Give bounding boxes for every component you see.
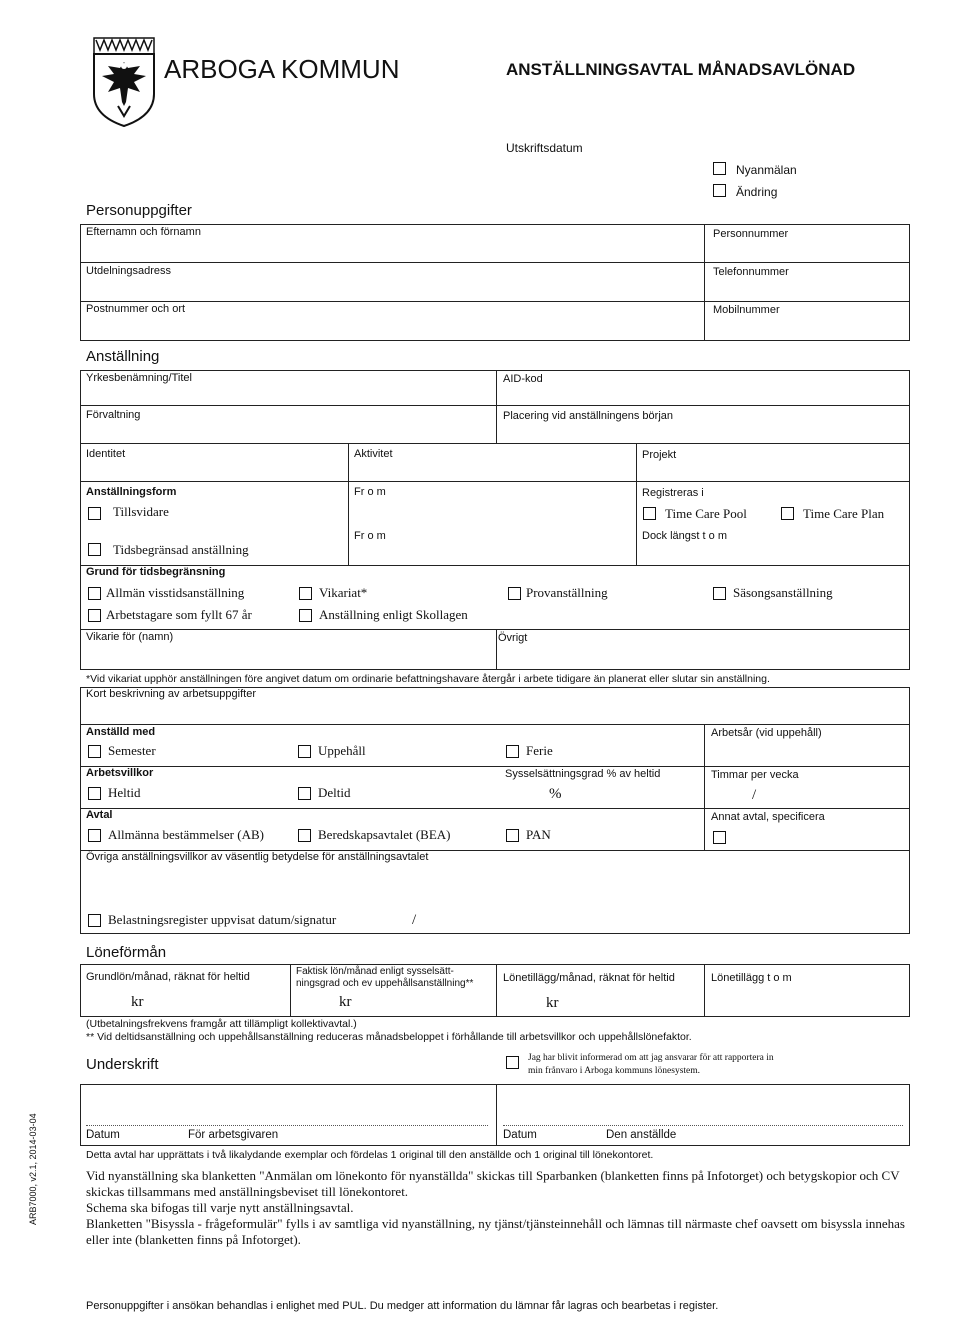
time-care-plan-checkbox[interactable] bbox=[781, 507, 794, 520]
employment-box bbox=[80, 370, 910, 670]
form-version: ARB7000, v2.1, 2014-03-04 bbox=[28, 1113, 38, 1225]
signature-heading: Underskrift bbox=[86, 1056, 159, 1073]
absence-info-line-2: min frånvaro i Arboga kommuns lönesystem. bbox=[528, 1066, 701, 1076]
phone-field[interactable]: Telefonnummer bbox=[713, 266, 789, 278]
absence-info-checkbox[interactable] bbox=[506, 1056, 519, 1069]
substitute-footnote: *Vid vikariat upphör anställningen före angivet datum om ordinarie befattningshavare återgår i arbete tidigare än planerat eller slutar sin anställning. bbox=[86, 673, 770, 685]
parttime-checkbox[interactable] bbox=[298, 787, 311, 800]
indefinite-checkbox[interactable] bbox=[88, 507, 101, 520]
over-67-label: Arbetstagare som fyllt 67 år bbox=[106, 607, 252, 622]
school-law-label: Anställning enligt Skollagen bbox=[319, 607, 468, 622]
actual-salary-currency[interactable]: kr bbox=[339, 994, 352, 1010]
until-date-field[interactable]: Dock längst t o m bbox=[642, 530, 727, 542]
substitute-label: Vikariat* bbox=[319, 585, 368, 600]
work-year-field[interactable]: Arbetsår (vid uppehåll) bbox=[711, 727, 822, 739]
school-law-checkbox[interactable] bbox=[299, 609, 312, 622]
general-fixed-term-checkbox[interactable] bbox=[88, 587, 101, 600]
criminal-record-checkbox[interactable] bbox=[88, 914, 101, 927]
absence-info-line-1: Jag har blivit informerad om att jag ansvarar för att rapportera in bbox=[528, 1053, 774, 1063]
print-date-label: Utskriftsdatum bbox=[506, 141, 583, 155]
employed-with-label: Anställd med bbox=[86, 726, 156, 738]
task-description-label: Kort beskrivning av arbetsuppgifter bbox=[86, 688, 256, 700]
holiday-label: Ferie bbox=[526, 743, 553, 758]
pan-label: PAN bbox=[526, 827, 551, 842]
parttime-label: Deltid bbox=[318, 785, 351, 800]
ssn-field[interactable]: Personnummer bbox=[713, 228, 789, 240]
placement-field[interactable]: Placering vid anställningens början bbox=[503, 410, 673, 422]
identity-field[interactable]: Identitet bbox=[86, 448, 126, 460]
aid-code-field[interactable]: AID-kod bbox=[503, 373, 543, 385]
address-field[interactable]: Utdelningsadress bbox=[86, 265, 171, 277]
degree-label: Sysselsättningsgrad % av heltid bbox=[505, 768, 661, 780]
bea-label: Beredskapsavtalet (BEA) bbox=[318, 827, 451, 842]
bea-checkbox[interactable] bbox=[298, 829, 311, 842]
change-label: Ändring bbox=[736, 185, 778, 199]
employer-date-field[interactable]: Datum bbox=[86, 1129, 120, 1141]
org-name: ARBOGA KOMMUN bbox=[164, 54, 400, 84]
trial-employment-checkbox[interactable] bbox=[508, 587, 521, 600]
ab-checkbox[interactable] bbox=[88, 829, 101, 842]
substitute-checkbox[interactable] bbox=[299, 587, 312, 600]
stay-checkbox[interactable] bbox=[298, 745, 311, 758]
fixed-term-label: Tidsbegränsad anställning bbox=[113, 542, 249, 557]
employment-form-label: Anställningsform bbox=[86, 486, 177, 498]
pay-note-1: (Utbetalningsfrekvens framgår att tillämpligt kollektivavtal.) bbox=[86, 1018, 357, 1030]
name-field[interactable]: Efternamn och förnamn bbox=[86, 226, 201, 238]
employer-signature-field[interactable]: För arbetsgivaren bbox=[188, 1129, 279, 1141]
basic-salary-label: Grundlön/månad, räknat för heltid bbox=[86, 971, 250, 983]
other-agreement-checkbox[interactable] bbox=[713, 831, 726, 844]
conditions-label: Arbetsvillkor bbox=[86, 767, 154, 779]
pan-checkbox[interactable] bbox=[506, 829, 519, 842]
seasonal-label: Säsongsanställning bbox=[733, 585, 833, 600]
pay-note-2: ** Vid deltidsanställning och uppehållsanställning reduceras månadsbeloppet i förhållande till arbetsvillkor och uppehållslönefaktor. bbox=[86, 1031, 692, 1043]
new-registration-label: Nyanmälan bbox=[736, 163, 797, 177]
from-date-field-2[interactable]: Fr o m bbox=[354, 530, 386, 542]
fixed-term-reason-label: Grund för tidsbegränsning bbox=[86, 566, 226, 578]
fulltime-checkbox[interactable] bbox=[88, 787, 101, 800]
other-agreement-label: Annat avtal, specificera bbox=[711, 811, 825, 823]
time-care-pool-label: Time Care Pool bbox=[665, 506, 747, 521]
municipal-coat-of-arms-logo bbox=[88, 36, 160, 128]
registered-in-label: Registreras i bbox=[642, 487, 704, 499]
criminal-record-slash: / bbox=[412, 912, 417, 928]
project-field[interactable]: Projekt bbox=[642, 449, 677, 461]
trial-employment-label: Provanställning bbox=[526, 585, 608, 600]
vacation-label: Semester bbox=[108, 743, 156, 758]
criminal-record-label: Belastningsregister uppvisat datum/signatur bbox=[108, 912, 337, 927]
hours-label: Timmar per vecka bbox=[711, 769, 799, 781]
indefinite-label: Tillsvidare bbox=[113, 504, 169, 519]
other-field[interactable]: Övrigt bbox=[498, 632, 528, 644]
vacation-checkbox[interactable] bbox=[88, 745, 101, 758]
personal-info-heading: Personuppgifter bbox=[86, 202, 192, 219]
time-care-plan-label: Time Care Plan bbox=[803, 506, 885, 521]
general-fixed-term-label: Allmän visstidsanställning bbox=[106, 585, 245, 600]
seasonal-checkbox[interactable] bbox=[713, 587, 726, 600]
supplement-currency[interactable]: kr bbox=[546, 995, 559, 1011]
job-title-field[interactable]: Yrkesbenämning/Titel bbox=[86, 372, 192, 384]
over-67-checkbox[interactable] bbox=[88, 609, 101, 622]
hours-slash: / bbox=[752, 787, 757, 803]
from-date-field-1[interactable]: Fr o m bbox=[354, 486, 386, 498]
activity-field[interactable]: Aktivitet bbox=[354, 448, 393, 460]
new-registration-checkbox[interactable] bbox=[713, 162, 726, 175]
time-care-pool-checkbox[interactable] bbox=[643, 507, 656, 520]
fixed-term-checkbox[interactable] bbox=[88, 543, 101, 556]
holiday-checkbox[interactable] bbox=[506, 745, 519, 758]
agreement-label: Avtal bbox=[86, 809, 113, 821]
change-checkbox[interactable] bbox=[713, 184, 726, 197]
basic-salary-currency[interactable]: kr bbox=[131, 994, 144, 1010]
footer-paragraph-2: Schema ska bifogas till varje nytt anställningsavtal. bbox=[86, 1200, 354, 1215]
pay-heading: Löneförmån bbox=[86, 944, 167, 961]
employee-date-field[interactable]: Datum bbox=[503, 1129, 537, 1141]
employee-signature-field[interactable]: Den anställde bbox=[606, 1129, 677, 1141]
supplement-until-label: Lönetillägg t o m bbox=[711, 972, 792, 984]
actual-salary-label: Faktisk lön/månad enligt sysselsätt-ningsgrad och ev uppehållsanställning** bbox=[296, 966, 474, 989]
essential-terms-field[interactable]: Övriga anställningsvillkor av väsentlig betydelse för anställningsavtalet bbox=[86, 851, 429, 863]
supplement-label: Lönetillägg/månad, räknat för heltid bbox=[503, 972, 675, 984]
ab-label: Allmänna bestämmelser (AB) bbox=[108, 827, 264, 842]
administration-field[interactable]: Förvaltning bbox=[86, 409, 141, 421]
stay-label: Uppehåll bbox=[318, 743, 366, 758]
mobile-field[interactable]: Mobilnummer bbox=[713, 304, 780, 316]
footer-paragraph-3: Blanketten "Bisyssla - frågeformulär" fylls i av samtliga vid nyanställning, ny tjänst/tjänsteinnehåll och lämnas till närmaste chef oavsett om bisyssla innehas eller inte (blanketten finns på Infotorget). bbox=[86, 1216, 905, 1247]
form-title: ANSTÄLLNINGSAVTAL MÅNADSAVLÖNAD bbox=[506, 60, 856, 79]
personal-info-box bbox=[80, 224, 910, 341]
percent-sign: % bbox=[549, 786, 562, 802]
postal-field[interactable]: Postnummer och ort bbox=[86, 303, 186, 315]
pul-note: Personuppgifter i ansökan behandlas i enlighet med PUL. Du medger att information du lämnar får lagras och bearbetas i register. bbox=[86, 1300, 719, 1312]
substitute-for-field[interactable]: Vikarie för (namn) bbox=[86, 631, 174, 643]
employment-heading: Anställning bbox=[86, 348, 160, 365]
fulltime-label: Heltid bbox=[108, 785, 141, 800]
footer-paragraph-1: Vid nyanställning ska blanketten "Anmälan om lönekonto för nyanställda" skickas till Sparbanken (blanketten finns på Infotorget) och betygskopior och CV skickas tillsammans med anställningsbeviset till lönekontoret. bbox=[86, 1168, 900, 1199]
copies-note: Detta avtal har upprättats i två likalydande exemplar och fördelas 1 original till den anställde och 1 original till lönekontoret. bbox=[86, 1149, 654, 1161]
